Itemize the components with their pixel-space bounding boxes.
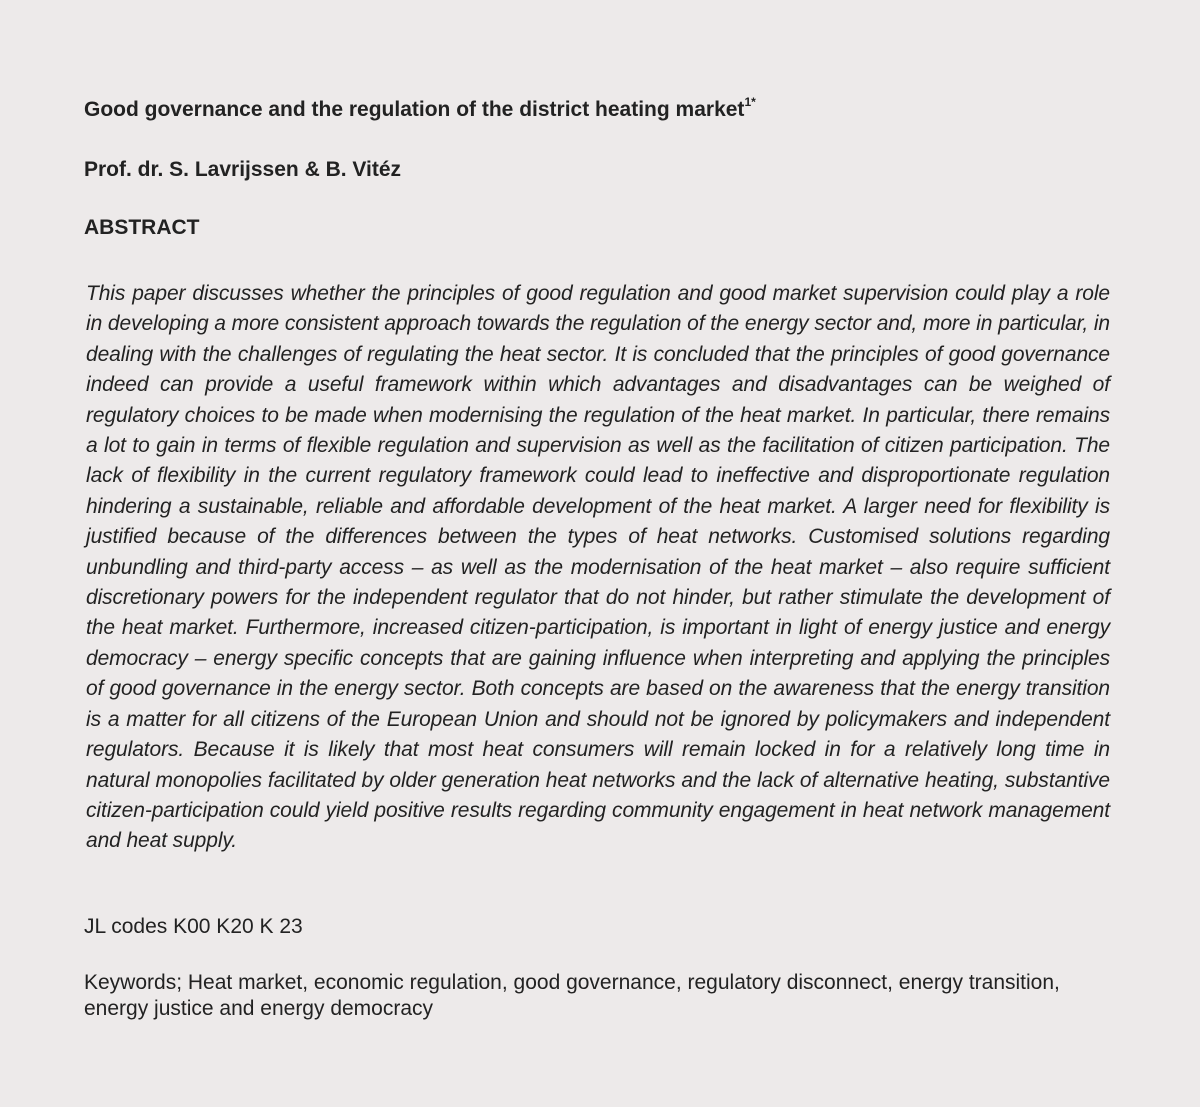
title-footnote-marker: 1* <box>744 95 756 109</box>
author-list: Prof. dr. S. Lavrijssen & B. Vitéz <box>84 158 402 181</box>
paper-title <box>84 96 1114 124</box>
abstract-text: This paper discusses whether the principles of good regulation and good market supervision could play a role in developing a more consistent approach towards the regulation of the energy sector and, more in particular, in dealing with the challenges of regulating the heat sector. It is concluded that the principles of good governance indeed can provide a useful framework within which advantages and disadvantages can be weighed of regulatory choices to be made when modernising the regulation of the heat market. In particular, there remains a lot to gain in terms of flexible regulation and supervision as well as the facilitation of citizen participation. The lack of flexibility in the current regulatory framework could lead to ineffective and disproportionate regulation hindering a sustainable, reliable and affordable development of the heat market. A larger need for flexibility is justified because of the differences between the types of heat networks. Customised solutions regarding unbundling and third-party access – as well as the modernisation of the heat market – also require sufficient discretionary powers for the independent regulator that do not hinder, but rather stimulate the development of the heat market. Furthermore, increased citizen-participation, is important in light of energy justice and energy democracy – energy specific concepts that are gaining influence when interpreting and applying the principles of good governance in the energy sector. Both concepts are based on the awareness that the energy transition is a matter for all citizens of the European Union and should not be ignored by policymakers and independent regulators. Because it is likely that most heat consumers will remain locked in for a relatively long time in natural monopolies facilitated by older generation heat networks and the lack of alternative heating, substantive citizen-participation could yield positive results regarding community engagement in heat network management and heat supply. <box>86 282 1110 853</box>
abstract-heading: ABSTRACT <box>84 216 200 239</box>
jel-codes: JL codes K00 K20 K 23 <box>84 915 303 938</box>
paper-title-text: Good governance and the regulation of the district heating market <box>84 98 745 121</box>
keywords: Keywords; Heat market, economic regulation, good governance, regulatory disconnect, energy transition, energy justice and energy democracy <box>84 971 1060 1020</box>
